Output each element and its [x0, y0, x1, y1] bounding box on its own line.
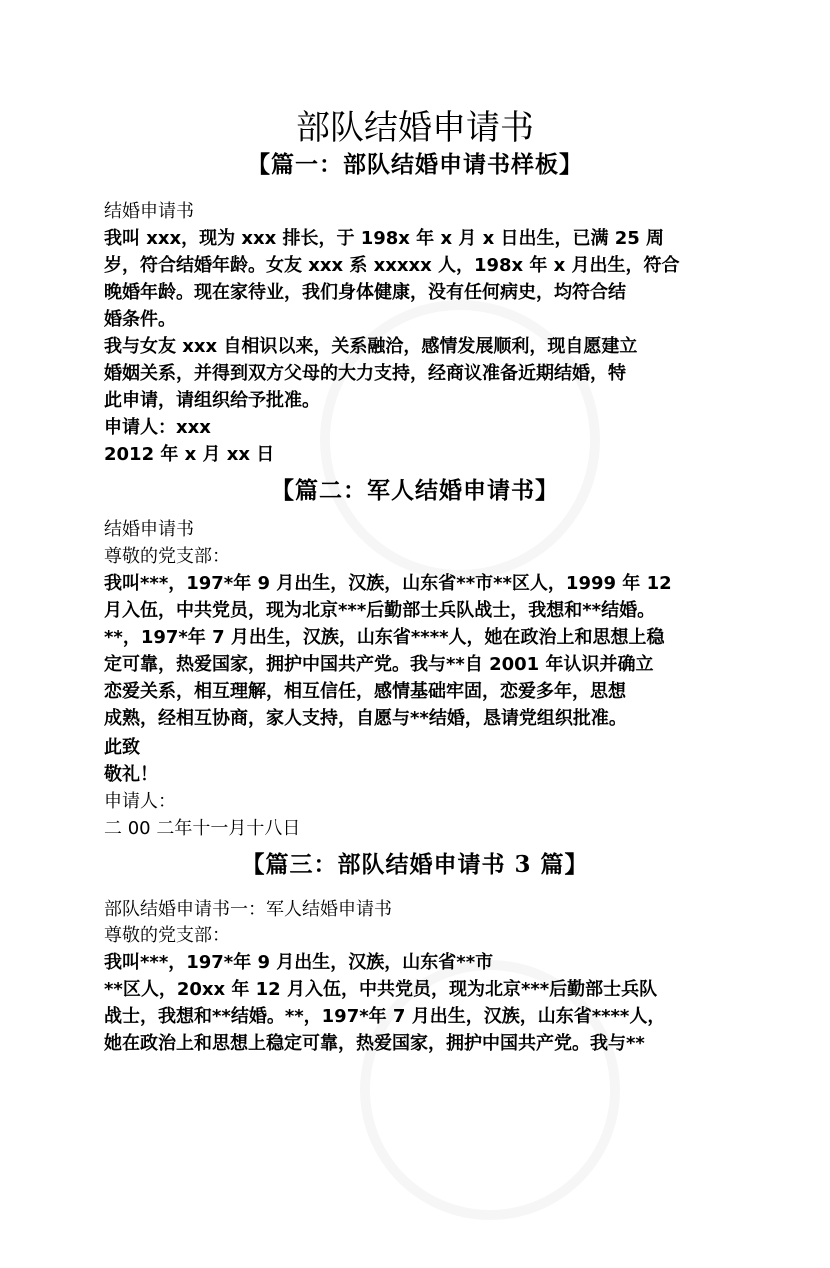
text-line: 我叫***，197*年 9 月出生，汉族，山东省**市: [104, 952, 494, 973]
text-line: 此申请，请组织给予批准。: [104, 390, 320, 411]
text-line: **，197*年 7 月出生，汉族，山东省****人，她在政治上和思想上稳: [104, 627, 665, 648]
text-line: 婚条件。: [104, 309, 176, 330]
text-line: 部队结婚申请书一：军人结婚申请书: [104, 899, 392, 920]
text-line: 尊敬的党支部：: [104, 925, 230, 946]
section-heading-2: 【篇二：军人结婚申请书】: [271, 477, 559, 504]
text-line: 恋爱关系，相互理解，相互信任，感情基础牢固，恋爱多年，思想: [104, 681, 626, 702]
text-line: 成熟，经相互协商，家人支持，自愿与**结婚，恳请党组织批准。: [104, 708, 627, 729]
text-line: 月入伍，中共党员，现为北京***后勤部士兵队战士，我想和**结婚。: [104, 600, 656, 621]
text-line: 战士，我想和**结婚。**，197*年 7 月出生，汉族，山东省****人，: [104, 1006, 666, 1027]
text-line: 岁，符合结婚年龄。女友 xxx 系 xxxxx 人，198x 年 x 月出生，符合: [104, 255, 680, 276]
section-heading-3: 【篇三：部队结婚申请书 3 篇】: [241, 851, 589, 878]
document-title: 部队结婚申请书: [296, 108, 534, 148]
text-line: 此致: [104, 737, 140, 758]
section-heading-1: 【篇一：部队结婚申请书样板】: [247, 151, 583, 178]
text-line: 婚姻关系，并得到双方父母的大力支持，经商议准备近期结婚，特: [104, 363, 626, 384]
text-line: 我叫 xxx，现为 xxx 排长，于 198x 年 x 月 x 日出生，已满 25 周: [104, 228, 665, 249]
text-line: 敬礼！: [104, 764, 158, 785]
text-line: 我叫***，197*年 9 月出生，汉族，山东省**市**区人，1999 年 12: [104, 573, 672, 594]
text-line: 结婚申请书: [104, 201, 194, 222]
text-line: 定可靠，热爱国家，拥护中国共产党。我与**自 2001 年认识并确立: [104, 654, 654, 675]
text-line: 她在政治上和思想上稳定可靠，热爱国家，拥护中国共产党。我与**: [104, 1033, 645, 1054]
text-line: 申请人：xxx: [104, 417, 211, 438]
text-line: 尊敬的党支部：: [104, 546, 230, 567]
text-line: 二 00 二年十一月十八日: [104, 818, 301, 839]
text-line: 结婚申请书: [104, 519, 194, 540]
text-line: 晚婚年龄。现在家待业，我们身体健康，没有任何病史，均符合结: [104, 282, 626, 303]
text-line: **区人，20xx 年 12 月入伍，中共党员，现为北京***后勤部士兵队: [104, 979, 658, 1000]
text-line: 我与女友 xxx 自相识以来，关系融洽，感情发展顺利，现自愿建立: [104, 336, 638, 357]
text-line: 2012 年 x 月 xx 日: [104, 444, 275, 465]
text-line: 申请人：: [104, 791, 176, 812]
